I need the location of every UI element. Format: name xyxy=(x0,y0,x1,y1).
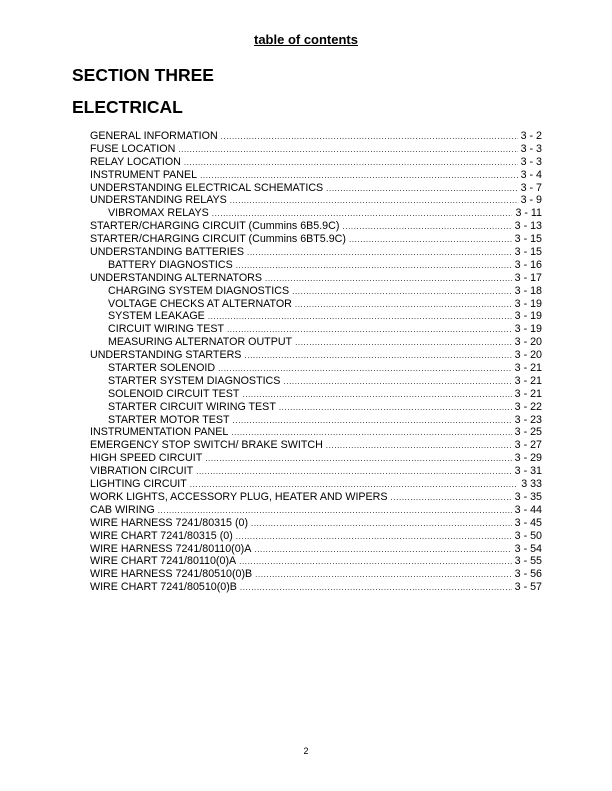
toc-dot-leader xyxy=(230,195,518,207)
toc-entry-page: 3 - 55 xyxy=(514,555,542,568)
toc-dot-leader xyxy=(283,376,511,388)
toc-entry-title: CHARGING SYSTEM DIAGNOSTICS xyxy=(108,284,290,297)
toc-entry-page: 3 - 45 xyxy=(514,516,542,529)
toc-entry[interactable] xyxy=(90,130,542,143)
toc-entry-page: 3 - 15 xyxy=(514,233,542,246)
toc-entry[interactable] xyxy=(90,272,542,285)
toc-entry[interactable] xyxy=(90,220,542,233)
toc-entry[interactable] xyxy=(90,530,542,543)
toc-entry[interactable] xyxy=(90,388,542,401)
toc-dot-leader xyxy=(212,208,513,220)
toc-entry[interactable] xyxy=(90,362,542,375)
toc-entry-title: STARTER/CHARGING CIRCUIT (Cummins 6B5.9C) xyxy=(90,220,340,233)
toc-entry[interactable] xyxy=(90,401,542,414)
toc-dot-leader xyxy=(391,492,512,504)
toc-dot-leader xyxy=(231,427,511,439)
section-number: SECTION THREE xyxy=(72,65,214,85)
toc-entry-title: STARTER CIRCUIT WIRING TEST xyxy=(108,400,276,413)
toc-entry-title: SYSTEM LEAKAGE xyxy=(108,310,205,323)
toc-entry-title: FUSE LOCATION xyxy=(90,142,176,155)
toc-entry[interactable] xyxy=(90,259,542,272)
toc-entry-title: HIGH SPEED CIRCUIT xyxy=(90,452,203,465)
toc-dot-leader xyxy=(205,453,511,465)
toc-entry-title: VIBROMAX RELAYS xyxy=(108,207,209,220)
toc-dot-leader xyxy=(326,183,517,195)
toc-entry-title: STARTER MOTOR TEST xyxy=(108,413,230,426)
toc-dot-leader xyxy=(349,234,512,246)
toc-entry-title: WORK LIGHTS, ACCESSORY PLUG, HEATER AND WIPERS xyxy=(90,490,388,503)
toc-dot-leader xyxy=(196,466,512,478)
toc-entry[interactable] xyxy=(90,310,542,323)
toc-entry-page: 3 - 23 xyxy=(514,413,542,426)
toc-entry-page: 3 - 44 xyxy=(514,503,542,516)
toc-entry-title: UNDERSTANDING RELAYS xyxy=(90,194,227,207)
toc-entry[interactable] xyxy=(90,517,542,530)
toc-dot-leader xyxy=(236,531,512,543)
toc-entry-page: 3 - 17 xyxy=(514,271,542,284)
toc-entry-page: 3 - 35 xyxy=(514,490,542,503)
toc-entry-title: SOLENOID CIRCUIT TEST xyxy=(108,387,240,400)
section-title: ELECTRICAL xyxy=(72,97,183,117)
toc-entry-page: 3 - 25 xyxy=(514,426,542,439)
toc-dot-leader xyxy=(221,131,518,143)
toc-entry-page: 3 - 21 xyxy=(514,362,542,375)
table-of-contents xyxy=(90,130,542,594)
toc-entry[interactable] xyxy=(90,555,542,568)
toc-dot-leader xyxy=(255,569,511,581)
toc-dot-leader xyxy=(190,479,518,491)
toc-dot-leader xyxy=(239,556,512,568)
toc-entry-title: UNDERSTANDING ELECTRICAL SCHEMATICS xyxy=(90,181,324,194)
toc-entry-page: 3 - 4 xyxy=(520,168,542,181)
toc-entry-page: 3 - 54 xyxy=(514,542,542,555)
toc-entry-page: 3 - 19 xyxy=(514,323,542,336)
toc-entry-page: 3 - 19 xyxy=(514,310,542,323)
toc-entry[interactable] xyxy=(90,581,542,594)
toc-dot-leader xyxy=(158,505,512,517)
toc-entry[interactable] xyxy=(90,439,542,452)
toc-dot-leader xyxy=(227,324,512,336)
toc-entry-page: 3 - 13 xyxy=(514,220,542,233)
toc-entry[interactable] xyxy=(90,568,542,581)
toc-entry[interactable] xyxy=(90,452,542,465)
toc-dot-leader xyxy=(279,402,512,414)
toc-dot-leader xyxy=(292,286,512,298)
toc-entry-page: 3 - 2 xyxy=(520,130,542,142)
toc-entry-title: STARTER SOLENOID xyxy=(108,362,216,375)
toc-dot-leader xyxy=(240,582,512,594)
toc-entry-title: WIRE CHART 7241/80315 (0) xyxy=(90,529,233,542)
page-number: 2 xyxy=(303,746,309,756)
toc-entry[interactable] xyxy=(90,478,542,491)
toc-entry-page: 3 - 9 xyxy=(520,194,542,207)
toc-entry-page: 3 - 20 xyxy=(514,336,542,349)
toc-entry[interactable] xyxy=(90,169,542,182)
toc-entry-page: 3 33 xyxy=(521,478,542,491)
toc-entry-page: 3 - 29 xyxy=(514,452,542,465)
toc-entry[interactable] xyxy=(90,298,542,311)
toc-entry[interactable] xyxy=(90,504,542,517)
toc-entry-title: MEASURING ALTERNATOR OUTPUT xyxy=(108,336,293,349)
toc-entry-page: 3 - 57 xyxy=(514,581,542,594)
toc-entry-title: VOLTAGE CHECKS AT ALTERNATOR xyxy=(108,297,292,310)
toc-entry[interactable] xyxy=(90,349,542,362)
toc-entry-title: UNDERSTANDING BATTERIES xyxy=(90,246,244,259)
toc-entry-title: CIRCUIT WIRING TEST xyxy=(108,323,224,336)
toc-dot-leader xyxy=(218,363,512,375)
toc-entry-title: EMERGENCY STOP SWITCH/ BRAKE SWITCH xyxy=(90,439,323,452)
toc-entry-title: LIGHTING CIRCUIT xyxy=(90,478,187,491)
toc-entry[interactable] xyxy=(90,156,542,169)
toc-entry-page: 3 - 18 xyxy=(514,284,542,297)
toc-entry[interactable] xyxy=(90,336,542,349)
toc-dot-leader xyxy=(208,311,512,323)
toc-entry[interactable] xyxy=(90,207,542,220)
toc-entry[interactable] xyxy=(90,143,542,156)
toc-entry-page: 3 - 19 xyxy=(514,297,542,310)
toc-entry-page: 3 - 11 xyxy=(515,207,542,220)
toc-dot-leader xyxy=(342,221,511,233)
toc-entry-page: 3 - 16 xyxy=(514,258,542,271)
toc-entry-title: WIRE HARNESS 7241/80315 (0) xyxy=(90,516,249,529)
toc-entry-title: STARTER/CHARGING CIRCUIT (Cummins 6BT5.9C) xyxy=(90,233,346,246)
toc-entry-title: STARTER SYSTEM DIAGNOSTICS xyxy=(108,374,281,387)
toc-entry-page: 3 - 31 xyxy=(514,465,542,478)
toc-dot-leader xyxy=(242,389,511,401)
toc-entry-title: CAB WIRING xyxy=(90,503,155,516)
toc-entry-title: WIRE HARNESS 7241/80510(0)B xyxy=(90,568,253,581)
toc-dot-leader xyxy=(295,337,512,349)
toc-entry-title: INSTRUMENT PANEL xyxy=(90,168,198,181)
toc-entry[interactable] xyxy=(90,246,542,259)
toc-entry-page: 3 - 21 xyxy=(514,387,542,400)
toc-entry-page: 3 - 15 xyxy=(514,246,542,259)
toc-dot-leader xyxy=(247,247,512,259)
toc-entry-title: VIBRATION CIRCUIT xyxy=(90,465,194,478)
toc-entry-page: 3 - 21 xyxy=(514,374,542,387)
toc-dot-leader xyxy=(178,144,517,156)
toc-entry-title: UNDERSTANDING ALTERNATORS xyxy=(90,271,263,284)
toc-entry-page: 3 - 3 xyxy=(520,155,542,168)
toc-entry[interactable] xyxy=(90,465,542,478)
toc-entry[interactable] xyxy=(90,233,542,246)
toc-entry[interactable] xyxy=(90,414,542,427)
toc-entry[interactable] xyxy=(90,194,542,207)
toc-entry-page: 3 - 3 xyxy=(520,142,542,155)
toc-entry[interactable] xyxy=(90,182,542,195)
toc-entry[interactable] xyxy=(90,543,542,556)
toc-entry-title: RELAY LOCATION xyxy=(90,155,181,168)
toc-entry-title: BATTERY DIAGNOSTICS xyxy=(108,258,233,271)
toc-entry-title: WIRE CHART 7241/80510(0)B xyxy=(90,581,237,594)
toc-entry-page: 3 - 22 xyxy=(514,400,542,413)
toc-entry[interactable] xyxy=(90,375,542,388)
toc-dot-leader xyxy=(265,273,512,285)
toc-entry-page: 3 - 50 xyxy=(514,529,542,542)
toc-dot-leader xyxy=(184,157,518,169)
toc-entry-title: UNDERSTANDING STARTERS xyxy=(90,349,242,362)
toc-entry-title: GENERAL INFORMATION xyxy=(90,130,218,142)
toc-entry[interactable] xyxy=(90,426,542,439)
toc-entry[interactable] xyxy=(90,491,542,504)
toc-entry-page: 3 - 20 xyxy=(514,349,542,362)
toc-dot-leader xyxy=(200,170,518,182)
toc-entry[interactable] xyxy=(90,285,542,298)
toc-dot-leader xyxy=(244,350,511,362)
page-heading: table of contents xyxy=(253,32,358,47)
toc-dot-leader xyxy=(236,260,512,272)
toc-entry-title: WIRE HARNESS 7241/80110(0)A xyxy=(90,542,252,555)
toc-dot-leader xyxy=(251,518,512,530)
toc-dot-leader xyxy=(295,299,512,311)
toc-entry-page: 3 - 27 xyxy=(514,439,542,452)
toc-dot-leader xyxy=(326,440,512,452)
toc-entry[interactable] xyxy=(90,323,542,336)
toc-entry-page: 3 - 7 xyxy=(520,181,542,194)
toc-entry-title: INSTRUMENTATION PANEL xyxy=(90,426,229,439)
toc-dot-leader xyxy=(254,544,511,556)
toc-entry-page: 3 - 56 xyxy=(514,568,542,581)
toc-entry-title: WIRE CHART 7241/80110(0)A xyxy=(90,555,237,568)
toc-dot-leader xyxy=(233,415,512,427)
